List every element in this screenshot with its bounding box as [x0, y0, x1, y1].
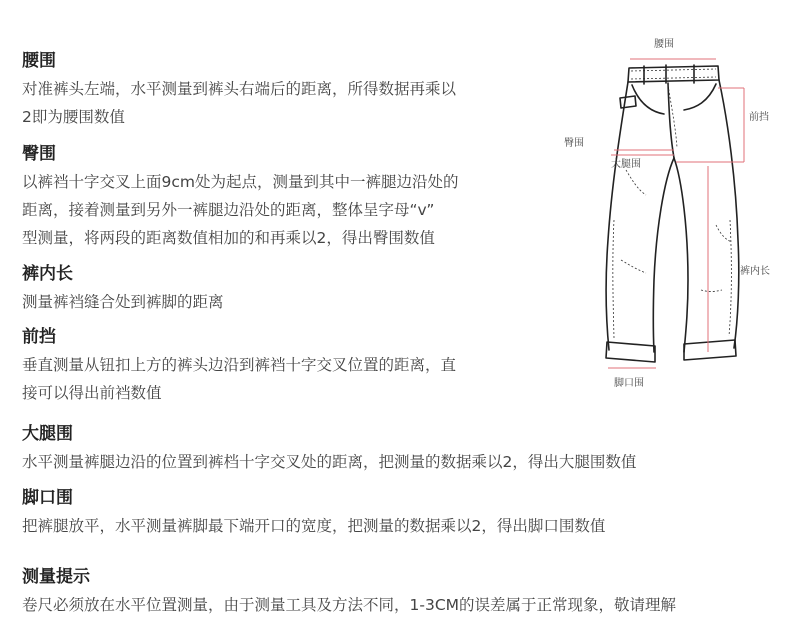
- section-title: 裤内长: [22, 264, 73, 284]
- section-line: 型测量，将两段的距离数值相加的和再乘以2，得出臀围数值: [22, 229, 435, 247]
- section-tips: [22, 566, 676, 619]
- label-inseam: 裤内长: [740, 266, 770, 277]
- section-waist: [22, 50, 456, 131]
- section-front-rise: [22, 326, 456, 407]
- section-title: 脚口围: [22, 488, 73, 508]
- section-line: 把裤腿放平，水平测量裤脚最下端开口的宽度，把测量的数据乘以2，得出脚口围数值: [22, 517, 606, 535]
- section-thigh: [22, 423, 636, 476]
- section-title: 腰围: [22, 51, 56, 71]
- section-line: 水平测量裤腿边沿的位置到裤档十字交叉处的距离，把测量的数据乘以2，得出大腿围数值: [22, 453, 637, 471]
- section-title: 臀围: [22, 144, 56, 164]
- label-thigh: 大腿围: [611, 159, 641, 170]
- section-line: 测量裤裆缝合处到裤脚的距离: [22, 293, 224, 311]
- label-front-rise: 前挡: [749, 112, 769, 123]
- section-line: 距离，接着测量到另外一裤腿边沿处的距离，整体呈字母“v”: [22, 201, 435, 219]
- section-line: 对准裤头左端，水平测量到裤头右端后的距离，所得数据再乘以: [22, 80, 457, 98]
- section-hem: [22, 487, 605, 540]
- section-title: 前挡: [22, 327, 56, 347]
- section-title: 测量提示: [22, 567, 90, 587]
- section-hip: [22, 143, 459, 252]
- section-line: 以裤裆十字交叉上面9cm处为起点，测量到其中一裤腿边沿处的: [22, 173, 459, 191]
- section-line: 接可以得出前裆数值: [22, 384, 162, 402]
- section-line: 垂直测量从钮扣上方的裤头边沿到裤裆十字交叉位置的距离，直: [22, 356, 457, 374]
- section-title: 大腿围: [22, 424, 73, 444]
- jeans-measurement-diagram: [556, 30, 790, 392]
- section-line: 2即为腰围数值: [22, 108, 125, 126]
- section-line: 卷尺必须放在水平位置测量，由于测量工具及方法不同，1-3CM的误差属于正常现象，敬请理解: [22, 596, 677, 614]
- section-inseam: [22, 263, 224, 316]
- jeans-illustration: [606, 65, 739, 362]
- label-hip: 臀围: [564, 138, 584, 149]
- label-hem: 脚口围: [614, 378, 644, 389]
- label-waist: 腰围: [654, 39, 674, 50]
